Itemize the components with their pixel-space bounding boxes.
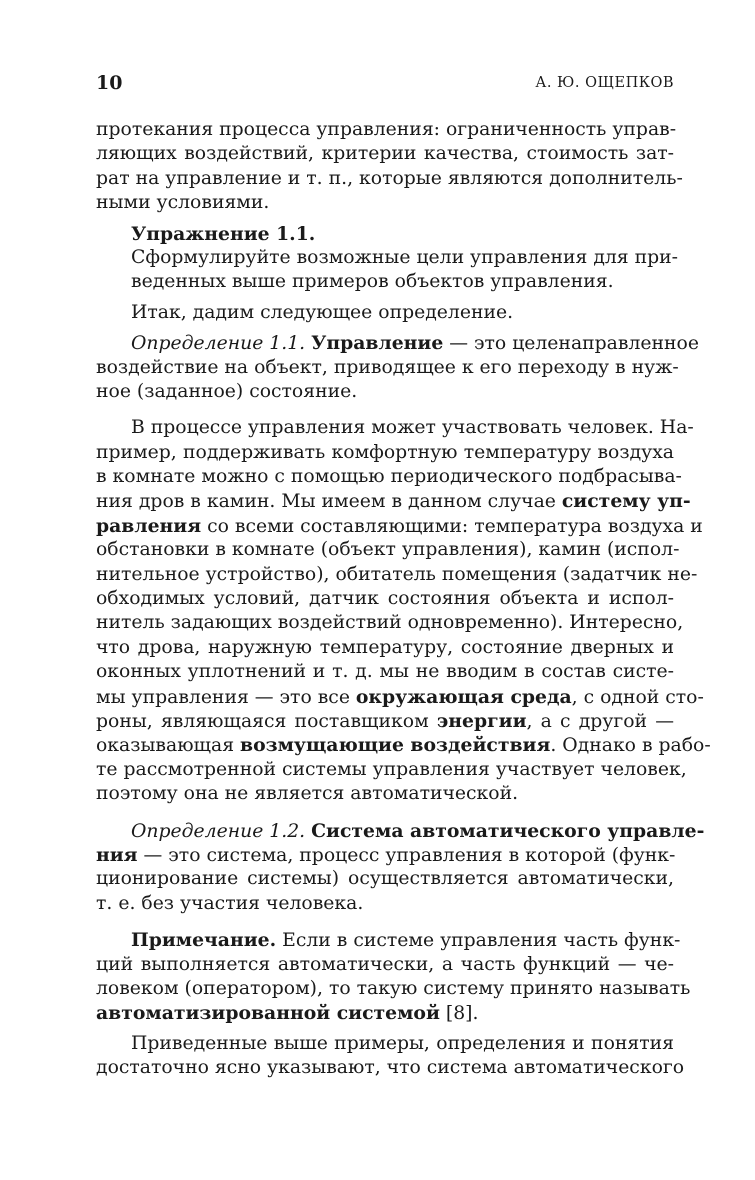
- text-line: нительное устройство), обитатель помещения (задатчик не-: [96, 563, 698, 585]
- text-line: рат на управление и т. п., которые являются дополнитель-: [96, 167, 683, 189]
- definition-label: Определение 1.2.: [131, 820, 306, 842]
- text-line: роны, являющаяся поставщиком энергии, а с другой —: [96, 709, 674, 732]
- note-block: [96, 928, 691, 1026]
- paragraph-conclusion: [96, 1032, 685, 1081]
- definition-1-1: [96, 331, 699, 404]
- exercise-block: [96, 222, 679, 295]
- text-line: Сформулируйте возможные цели управления для при-: [131, 246, 679, 268]
- definition-1-2: [96, 819, 705, 917]
- text-line: ционирование системы) осуществляется автоматически,: [96, 868, 674, 890]
- text-line: достаточно ясно указывают, что система автоматического: [96, 1057, 685, 1079]
- text-line: В процессе управления может участвовать человек. На-: [131, 417, 694, 439]
- text-line: обходимых условий, датчик состояния объекта и испол-: [96, 588, 674, 610]
- text-line: оказывающая возмущающие воздействия. Однако в рабо-: [96, 734, 711, 757]
- text-line: в комнате можно с помощью периодического подбрасыва-: [96, 466, 682, 488]
- text-line: ния дров в камин. Мы имеем в данном случае систему уп-: [96, 490, 691, 513]
- text-line: равления со всеми составляющими: температура воздуха и: [96, 514, 703, 537]
- paragraph-continuation: [96, 118, 683, 216]
- text-line: воздействие на объект, приводящее к его переходу в нуж-: [96, 356, 679, 378]
- definition-term: Управление: [311, 332, 444, 355]
- text-line: Определение 1.1. Управление — это целенаправленное: [131, 332, 699, 355]
- text-line: Приведенные выше примеры, определения и понятия: [131, 1032, 674, 1054]
- text-line: поэтому она не является автоматической.: [96, 783, 519, 805]
- text-line: автоматизированной системой [8].: [96, 1002, 479, 1025]
- text-line: мы управления — это все окружающая среда, с одной сто-: [96, 685, 704, 708]
- page-body: [96, 118, 711, 1080]
- text-line: т. е. без участия человека.: [96, 892, 364, 914]
- text-line: нитель задающих воздействий одновременно). Интересно,: [96, 612, 684, 634]
- text-line: ций выполняется автоматически, а часть функций — че-: [96, 953, 674, 975]
- text-line: обстановки в комнате (объект управления), камин (испол-: [96, 539, 680, 561]
- text-line: что дрова, наружную температуру, состояние дверных и: [96, 636, 674, 658]
- definition-term: Система автоматического управле-: [311, 819, 705, 842]
- text-line: веденных выше примеров объектов управления.: [131, 271, 614, 293]
- text-line: ляющих воздействий, критерии качества, стоимость зат-: [96, 143, 674, 165]
- paragraph-control-process: [96, 416, 711, 806]
- note-label: Примечание.: [131, 929, 277, 952]
- text-line: Итак, дадим следующее определение.: [131, 301, 514, 323]
- page-header: [96, 72, 674, 98]
- text-line: те рассмотренной системы управления участвует человек,: [96, 758, 687, 780]
- definition-label: Определение 1.1.: [131, 333, 306, 355]
- paragraph-intro: [96, 301, 674, 325]
- text-line: ными условиями.: [96, 192, 270, 214]
- text-line: [96, 819, 705, 843]
- text-line: Примечание. Если в системе управления часть функ-: [131, 929, 681, 952]
- running-head: А. Ю. ОЩЕПКОВ: [535, 75, 674, 91]
- text-line: протекания процесса управления: ограниченность управ-: [96, 119, 677, 140]
- text-line: ния — это система, процесс управления в которой (функ-: [96, 843, 676, 866]
- text-line: оконных уплотнений и т. д. мы не вводим в состав систе-: [96, 661, 674, 683]
- text-line: пример, поддерживать комфортную температуру воздуха: [96, 441, 674, 463]
- page-number: 10: [96, 72, 123, 94]
- text-line: ловеком (оператором), то такую систему принято называть: [96, 977, 691, 999]
- text-line: ное (заданное) состояние.: [96, 380, 358, 402]
- exercise-title: Упражнение 1.1.: [131, 222, 316, 245]
